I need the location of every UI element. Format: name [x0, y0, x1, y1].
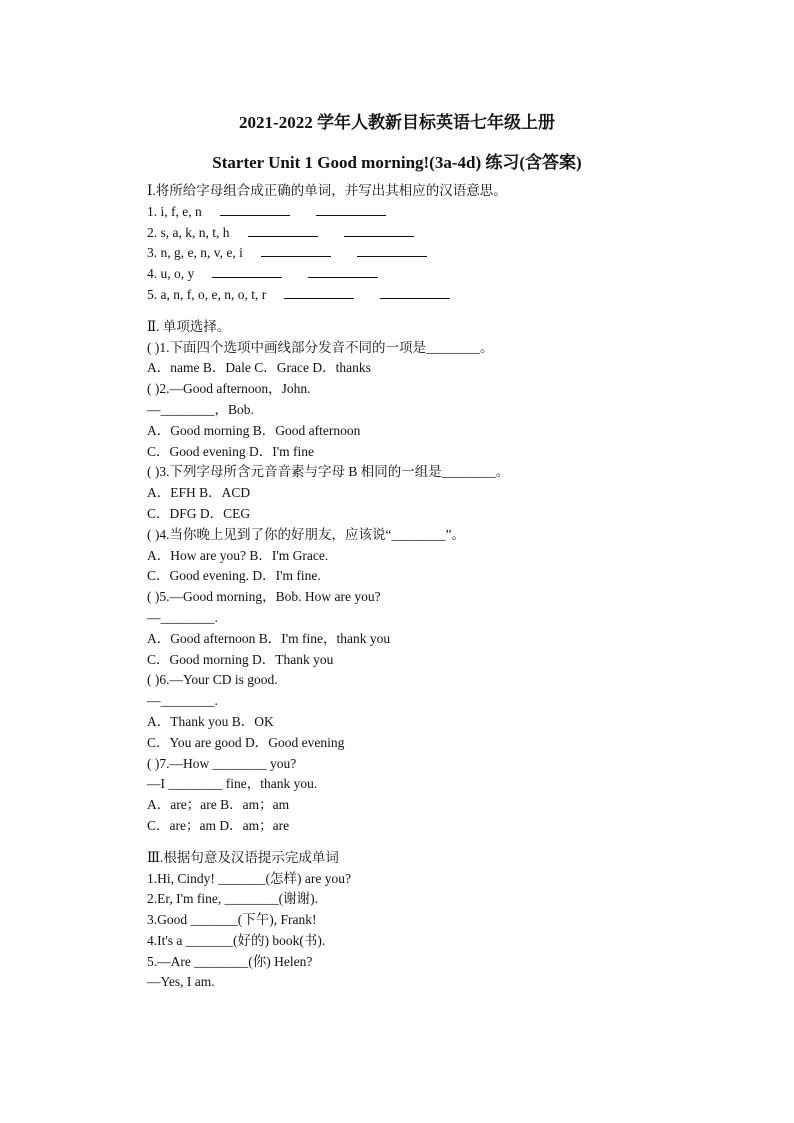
- fill-item-1: 1.Hi, Cindy! _______(怎样) are you?: [147, 870, 351, 886]
- question-5-reply: —________.: [147, 609, 218, 625]
- answer-blank: [380, 285, 450, 299]
- question-1: ( )1.下面四个选项中画线部分发音不同的一项是________。: [147, 339, 494, 355]
- question-2-options-cd: C．Good evening D．I'm fine: [147, 443, 315, 459]
- fill-item-5-reply: —Yes, I am.: [147, 974, 215, 990]
- question-4-options-cd: C．Good evening. D．I'm fine.: [147, 568, 321, 584]
- question-6-options-cd: C．You are good D．Good evening: [147, 734, 345, 750]
- question-5-options-cd: C．Good morning D．Thank you: [147, 651, 334, 667]
- question-1-options: A．name B．Dale C．Grace D．thanks: [147, 360, 371, 376]
- question-4-options-ab: A．How are you? B．I'm Grace.: [147, 547, 329, 563]
- section-3-heading: Ⅲ.根据句意及汉语提示完成单词: [147, 849, 339, 865]
- answer-blank: [248, 223, 318, 237]
- question-7-options-ab: A．are；are B．am；am: [147, 797, 290, 813]
- question-5-options-ab: A．Good afternoon B．I'm fine，thank you: [147, 630, 391, 646]
- answer-blank: [308, 264, 378, 278]
- sec1-item-2: 2. s, a, k, n, t, h: [147, 223, 767, 244]
- question-2-reply: —________，Bob.: [147, 401, 254, 417]
- sec1-item-1: 1. i, f, e, n: [147, 202, 767, 223]
- answer-blank: [316, 202, 386, 216]
- question-2-options-ab: A．Good morning B．Good afternoon: [147, 422, 361, 438]
- question-6-reply: —________.: [147, 693, 218, 709]
- answer-blank: [212, 264, 282, 278]
- question-3-options-cd: C．DFG D．CEG: [147, 505, 251, 521]
- answer-blank: [220, 202, 290, 216]
- question-3: ( )3.下列字母所含元音音素与字母 B 相同的一组是________。: [147, 464, 510, 480]
- answer-blank: [261, 243, 331, 257]
- question-7: ( )7.—How ________ you?: [147, 755, 297, 771]
- sec1-item-4: 4. u, o, y: [147, 264, 767, 285]
- section-1-heading: Ⅰ.将所给字母组合成正确的单词，并写出其相应的汉语意思。: [147, 183, 507, 198]
- question-4: ( )4.当你晚上见到了你的好朋友，应该说“________”。: [147, 526, 465, 542]
- question-5: ( )5.—Good morning，Bob. How are you?: [147, 589, 381, 605]
- question-7-options-cd: C．are；am D．am；are: [147, 817, 290, 833]
- worksheet-content: [147, 181, 767, 993]
- fill-item-5: 5.—Are ________(你) Helen?: [147, 953, 313, 969]
- fill-item-2: 2.Er, I'm fine, ________(谢谢).: [147, 891, 318, 907]
- sec1-item-3: 3. n, g, e, n, v, e, i: [147, 243, 767, 264]
- question-6-options-ab: A．Thank you B．OK: [147, 713, 274, 729]
- fill-item-4: 4.It's a _______(好的) book(书).: [147, 932, 326, 948]
- answer-blank: [344, 223, 414, 237]
- fill-item-3: 3.Good _______(下午), Frank!: [147, 912, 317, 928]
- section-2-heading: Ⅱ. 单项选择。: [147, 318, 231, 334]
- question-3-options-ab: A．EFH B．ACD: [147, 485, 251, 501]
- answer-blank: [284, 285, 354, 299]
- page-subtitle: Starter Unit 1 Good morning!(3a-4d) 练习(含答案): [212, 153, 582, 172]
- question-7-reply: —I ________ fine，thank you.: [147, 776, 318, 792]
- question-6: ( )6.—Your CD is good.: [147, 672, 278, 688]
- sec1-item-5: 5. a, n, f, o, e, n, o, t, r: [147, 285, 767, 306]
- answer-blank: [357, 243, 427, 257]
- question-2: ( )2.—Good afternoon，John.: [147, 381, 311, 397]
- page-title: 2021-2022 学年人教新目标英语七年级上册: [239, 113, 555, 132]
